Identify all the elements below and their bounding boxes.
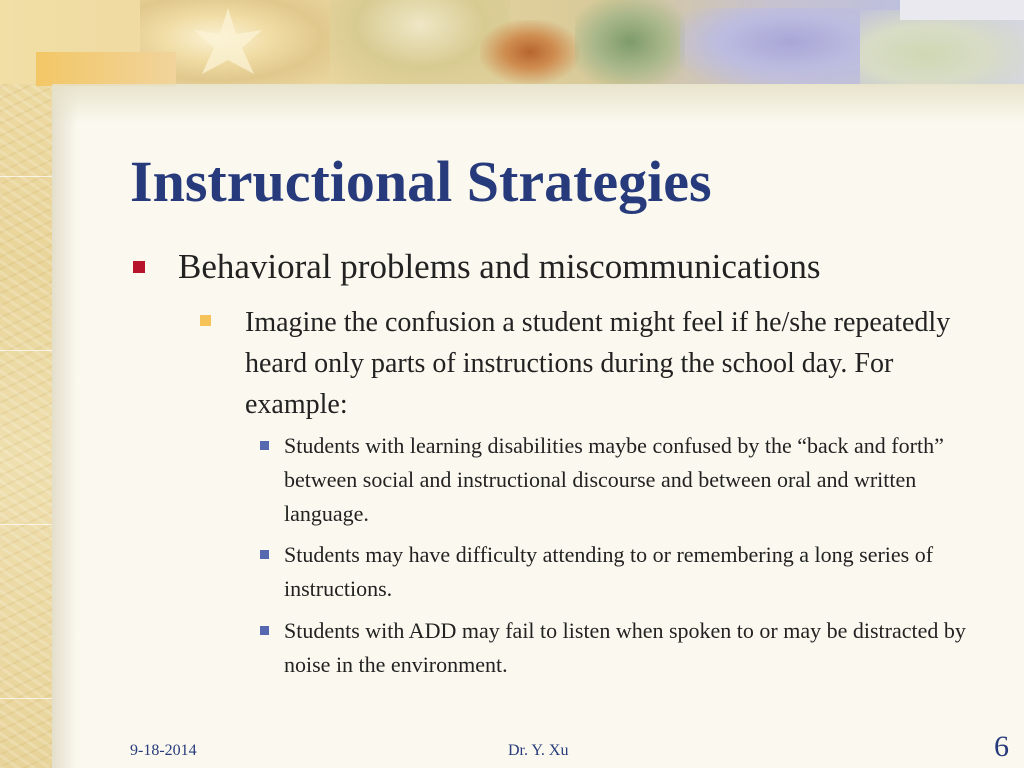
strip-seam [0, 176, 52, 177]
square-bullet-icon [133, 261, 145, 273]
banner-leaf-patch [860, 10, 1024, 84]
bullet-level1: Behavioral problems and miscommunications [178, 247, 821, 286]
leaf-icon [178, 4, 278, 84]
slide-title: Instructional Strategies [130, 149, 712, 214]
square-bullet-icon [260, 550, 269, 559]
banner-shadow [52, 84, 1024, 124]
bullet-level3: Students may have difficulty attending to or remembering a long series of instructions. [284, 542, 934, 601]
strip-seam [0, 698, 52, 699]
strip-seam [0, 524, 52, 525]
header-banner [0, 0, 1024, 84]
left-decorative-strip [0, 0, 52, 768]
banner-leaf-patch [575, 0, 685, 84]
banner-leaf-patch [480, 20, 580, 84]
strip-shadow [52, 84, 78, 768]
strip-seam [0, 350, 52, 351]
footer-date: 9-18-2014 [130, 742, 197, 759]
slide-number: 6 [994, 730, 1009, 763]
banner-corner [900, 0, 1024, 20]
bullet-level2: Imagine the confusion a student might feel if he/she repeatedly heard only parts of instructions during the school day. For example: [245, 307, 951, 420]
bullet-level3: Students with learning disabilities maybe confused by the “back and forth” between social and instructional discourse and between oral and written language. [284, 433, 944, 526]
square-bullet-icon [260, 441, 269, 450]
square-bullet-icon [260, 626, 269, 635]
bullet-level3: Students with ADD may fail to listen when spoken to or may be distracted by noise in the environment. [284, 618, 966, 677]
square-bullet-icon [200, 315, 211, 326]
footer-author: Dr. Y. Xu [508, 742, 569, 759]
banner-gold-bar [36, 52, 176, 86]
